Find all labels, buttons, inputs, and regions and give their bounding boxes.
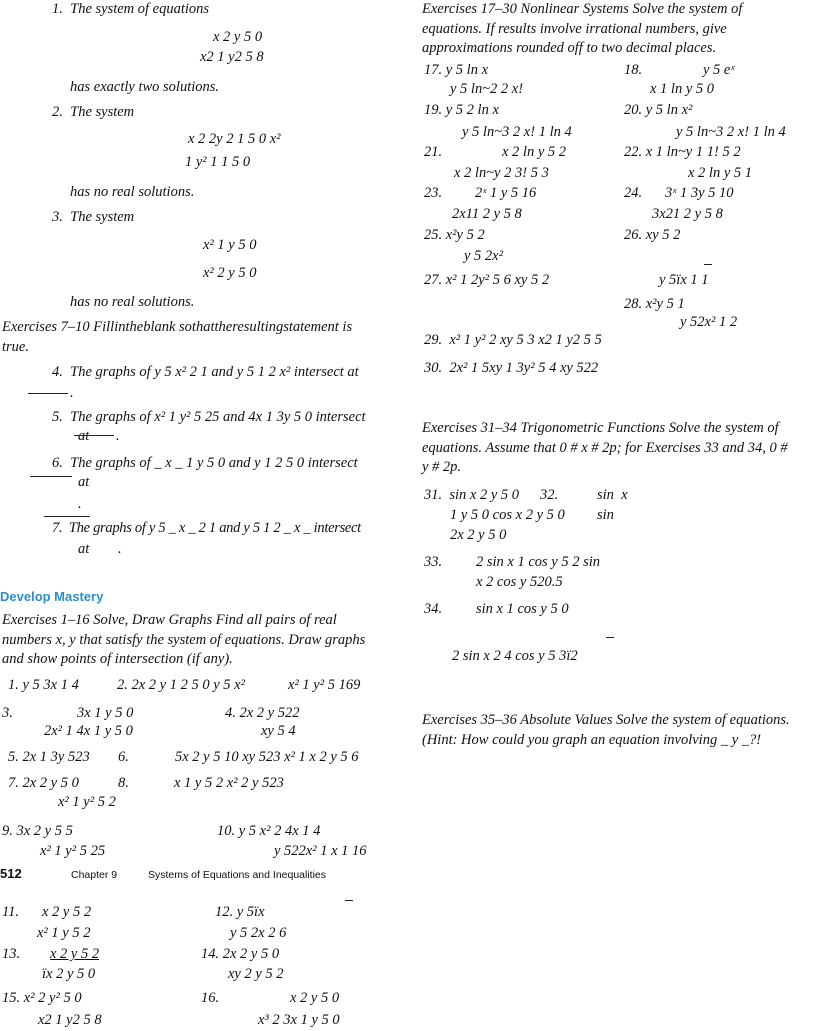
exercise-item: 7. 2x 2 y 5 0: [8, 775, 79, 791]
statement-text: has no real solutions.: [70, 184, 195, 200]
exercise-item: x 2 cos y 520.5: [476, 574, 563, 590]
punctuation: .: [118, 541, 122, 557]
exercise-item: 18.: [624, 62, 643, 78]
equation: x 2 2y 2 1 5 0 x²: [188, 131, 281, 147]
overbar-mark: [704, 264, 712, 265]
exercise-item: 2x11 2 y 5 8: [452, 206, 522, 222]
chapter-label: Chapter 9: [71, 869, 118, 881]
exercise-item: 34.: [424, 601, 443, 617]
exercise-item: y 5ïx 1 1: [659, 272, 709, 288]
exercise-item: sin x: [597, 487, 628, 503]
exercise-item: 12. y 5ïx: [215, 904, 265, 920]
exercise-instructions: and show points of intersection (if any).: [2, 651, 233, 667]
exercise-item: y 5 2x²: [464, 248, 503, 264]
exercise-item: 2x 2 y 5 0: [450, 527, 507, 543]
exercise-item: x 1 ln y 5 0: [650, 81, 715, 97]
exercise-item: sin x 1 cos y 5 0: [476, 601, 569, 617]
punctuation: .: [70, 385, 74, 401]
exercise-instructions: true.: [2, 339, 29, 355]
exercise-item: 31. sin x 2 y 5 0: [424, 487, 520, 503]
exercise-item: 4. 2x 2 y 522: [225, 705, 300, 721]
answer-blank: [44, 516, 90, 517]
exercise-item: 2x² 1 4x 1 y 5 0: [44, 723, 133, 739]
equation: x² 1 y 5 0: [203, 237, 257, 253]
exercise-item: 23.: [424, 185, 443, 201]
exercise-item: 1 y 5 0 cos x 2 y 5 0: [450, 507, 565, 523]
equation: x² 2 y 5 0: [203, 265, 257, 281]
chapter-title: Systems of Equations and Inequalities: [148, 869, 327, 881]
statement-text: at: [78, 541, 90, 557]
exercise-item: 19. y 5 2 ln x: [424, 102, 499, 118]
exercise-item: 3.: [2, 705, 13, 721]
overbar-mark: [345, 900, 353, 901]
punctuation: .: [78, 496, 82, 512]
exercise-item: 8.: [118, 775, 129, 791]
exercise-item: x 2 ln~y 2 3! 5 3: [454, 165, 549, 181]
exercise-item: y 5 ln~3 2 x! 1 ln 4: [462, 124, 572, 140]
exercise-item: y 5 eˣ: [703, 62, 735, 78]
overbar-mark: [606, 637, 614, 638]
answer-blank: [28, 393, 68, 394]
exercise-item: y 522x² 1 x 1 16: [274, 843, 367, 859]
exercise-item: 27. x² 1 2y² 5 6 xy 5 2: [424, 272, 550, 288]
exercise-item: 1. y 5 3x 1 4: [8, 677, 79, 693]
exercise-item: 5x 2 y 5 10 xy 523 x² 1 x 2 y 5 6: [175, 749, 359, 765]
exercise-item: 4. The graphs of y 5 x² 2 1 and y 5 1 2 x² intersect at: [52, 364, 359, 380]
page-number: 512: [0, 866, 22, 881]
exercise-item: 2 sin x 2 4 cos y 5 3ï2: [452, 648, 578, 664]
exercise-item: 5. The graphs of x² 1 y² 5 25 and 4x 1 3y 5 0 intersect: [52, 409, 366, 425]
exercise-item: y 5 ln~2 2 x!: [450, 81, 524, 97]
exercise-item: x² 1 y² 5 25: [40, 843, 106, 859]
exercise-item: 14. 2x 2 y 5 0: [201, 946, 280, 962]
exercise-item: 32.: [540, 487, 559, 503]
exercise-instructions: Exercises 35–36 Absolute Values Solve the system of equations.: [422, 712, 790, 728]
exercise-item: 15. x² 2 y² 5 0: [2, 990, 82, 1006]
exercise-item: x² 1 y 5 2: [37, 925, 91, 941]
exercise-instructions: Exercises 1–16 Solve, Draw Graphs Find all pairs of real: [2, 612, 337, 628]
exercise-instructions: approximations rounded off to two decimal places.: [422, 40, 717, 56]
exercise-item: x 2 y 5 2: [42, 904, 92, 920]
exercise-item: sin: [597, 507, 614, 523]
exercise-item: x 2 ln y 5 2: [502, 144, 567, 160]
exercise-item: y 5 2x 2 6: [230, 925, 287, 941]
section-heading: Develop Mastery: [0, 589, 104, 604]
exercise-item: 13.: [2, 946, 21, 962]
statement-3-label: 3. The system: [52, 209, 135, 225]
exercise-instructions: Exercises 17–30 Nonlinear Systems Solve the system of: [422, 1, 743, 17]
punctuation: .: [116, 428, 120, 444]
exercise-instructions: equations. If results involve irrational numbers, give: [422, 21, 727, 37]
exercise-item: 30. 2x² 1 5xy 1 3y² 5 4 xy 522: [424, 360, 599, 376]
exercise-item: 21.: [424, 144, 443, 160]
exercise-item: 6. The graphs of _ x _ 1 y 5 0 and y 1 2 5 0 intersect: [52, 455, 358, 471]
exercise-item: ïx 2 y 5 0: [42, 966, 96, 982]
statement-text: has no real solutions.: [70, 294, 195, 310]
exercise-item: x³ 2 3x 1 y 5 0: [258, 1012, 340, 1028]
statement-text: at: [78, 474, 90, 490]
exercise-item: 33.: [424, 554, 443, 570]
exercise-item: 2ˣ 1 y 5 16: [475, 185, 537, 201]
exercise-item: x² 1 y² 5 2: [58, 794, 116, 810]
statement-text: at: [78, 428, 90, 444]
exercise-item: 6.: [118, 749, 129, 765]
exercise-item: 3x 1 y 5 0: [77, 705, 134, 721]
exercise-item: 5. 2x 1 3y 523: [8, 749, 90, 765]
exercise-item: 17. y 5 ln x: [424, 62, 489, 78]
exercise-item: x 2 ln y 5 1: [688, 165, 753, 181]
statement-1-label: 1. The system of equations: [52, 1, 210, 17]
answer-blank: [30, 476, 72, 477]
exercise-instructions: y # 2p.: [422, 459, 462, 475]
statement-text: has exactly two solutions.: [70, 79, 220, 95]
exercise-item: y 5 ln~3 2 x! 1 ln 4: [676, 124, 786, 140]
exercise-instructions: (Hint: How could you graph an equation involving _ y _?!: [422, 732, 762, 748]
exercise-item: x2 1 y2 5 8: [38, 1012, 102, 1028]
exercise-item: 16.: [201, 990, 220, 1006]
exercise-item: x 1 y 5 2 x² 2 y 523: [174, 775, 284, 791]
exercise-instructions: numbers x, y that satisfy the system of equations. Draw graphs: [2, 632, 366, 648]
exercise-item: 2. 2x 2 y 1 2 5 0 y 5 x²: [117, 677, 245, 693]
answer-blank: [74, 435, 114, 436]
exercise-item: x 2 y 5 2: [50, 946, 100, 962]
equation: x 2 y 5 0: [213, 29, 263, 45]
exercise-item: 10. y 5 x² 2 4x 1 4: [217, 823, 321, 839]
exercise-item: 29. x² 1 y² 2 xy 5 3 x2 1 y2 5 5: [424, 332, 602, 348]
exercise-item: x² 1 y² 5 169: [288, 677, 361, 693]
exercise-item: 20. y 5 ln x²: [624, 102, 693, 118]
exercise-item: 7. The graphs of y 5 _ x _ 2 1 and y 5 1 2 _ x _ intersect: [52, 520, 361, 536]
exercise-item: 3x21 2 y 5 8: [652, 206, 723, 222]
exercise-instructions: Exercises 31–34 Trigonometric Functions Solve the system of: [422, 420, 779, 436]
equation: x2 1 y2 5 8: [200, 49, 264, 65]
statement-2-label: 2. The system: [52, 104, 135, 120]
exercise-item: 22. x 1 ln~y 1 1! 5 2: [624, 144, 741, 160]
exercise-item: 11.: [2, 904, 20, 920]
exercise-item: 28. x²y 5 1: [624, 296, 685, 312]
exercise-item: 3ˣ 1 3y 5 10: [665, 185, 734, 201]
equation: 1 y² 1 1 5 0: [185, 154, 251, 170]
exercise-item: xy 5 4: [261, 723, 296, 739]
exercise-item: 24.: [624, 185, 643, 201]
exercise-item: 25. x²y 5 2: [424, 227, 485, 243]
exercise-item: xy 2 y 5 2: [228, 966, 284, 982]
exercise-instructions: Exercises 7–10 Fillintheblank sothattheresultingstatement is: [2, 319, 353, 335]
exercise-item: 26. xy 5 2: [624, 227, 681, 243]
exercise-item: x 2 y 5 0: [290, 990, 340, 1006]
exercise-instructions: equations. Assume that 0 # x # 2p; for Exercises 33 and 34, 0 #: [422, 440, 788, 456]
exercise-item: y 52x² 1 2: [680, 314, 738, 330]
exercise-item: 2 sin x 1 cos y 5 2 sin: [476, 554, 601, 570]
exercise-item: 9. 3x 2 y 5 5: [2, 823, 73, 839]
